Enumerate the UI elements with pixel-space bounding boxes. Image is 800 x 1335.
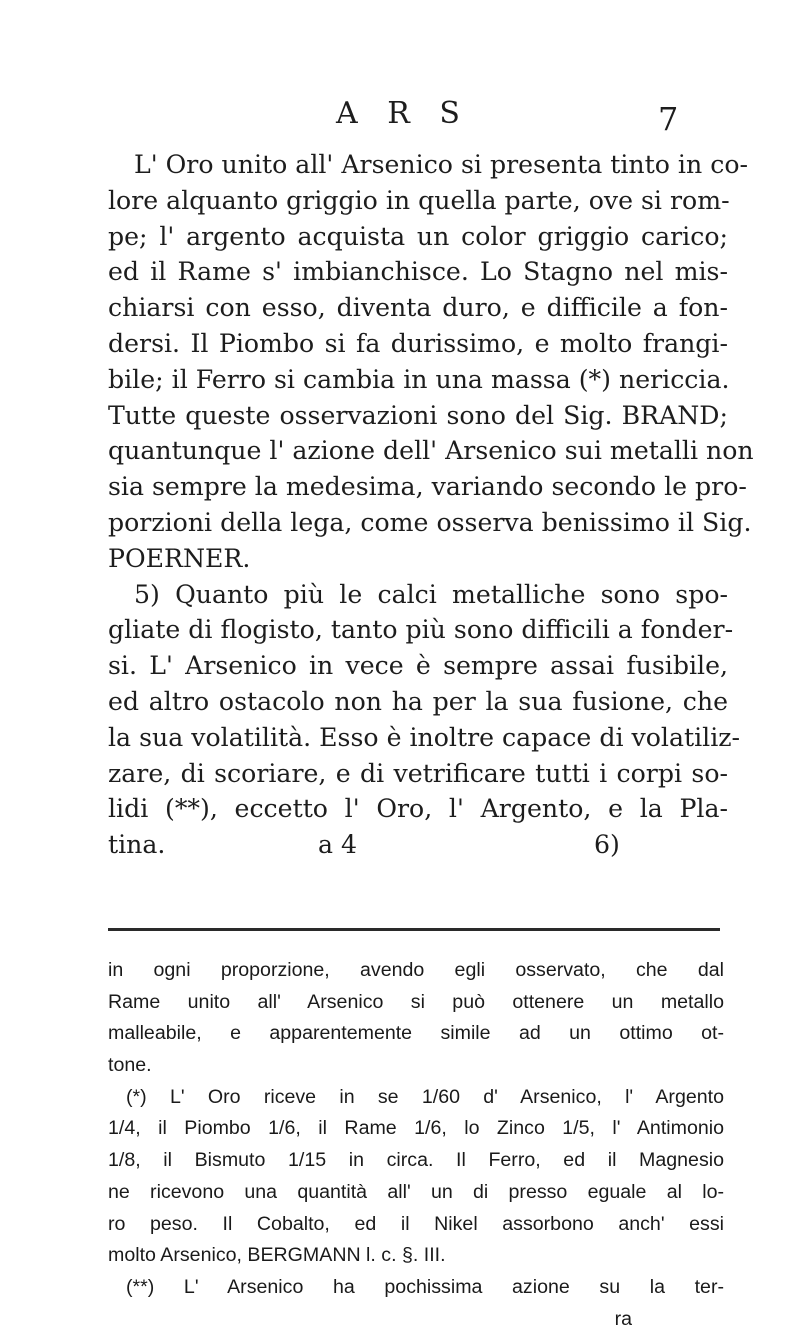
text-line: Tutte queste osservazioni sono del Sig. BRAND; xyxy=(108,400,728,430)
text-line: chiarsi con esso, diventa duro, e difficile a fon- xyxy=(108,293,728,323)
signature-mark: a 4 xyxy=(318,830,358,860)
text-line: quantunque l' azione dell' Arsenico sui metalli non xyxy=(108,436,754,466)
text-line: bile; il Ferro si cambia in una massa (*) nericcia. xyxy=(108,364,730,394)
text-line: ed altro ostacolo non ha per la sua fusione, che xyxy=(108,686,728,716)
text-line: gliate di flogisto, tanto più sono difficili a fonder- xyxy=(108,615,734,645)
footnote-line: (*) L' Oro riceve in se 1/60 d' Arsenico, l' Argento xyxy=(126,1085,724,1108)
text-line: zare, di scoriare, e di vetrificare tutti i corpi so- xyxy=(108,758,728,788)
footnote-rule xyxy=(108,928,720,931)
running-head xyxy=(0,96,800,136)
text-line: porzioni della lega, come osserva benissimo il Sig. xyxy=(108,507,752,537)
main-text xyxy=(108,147,754,863)
footnote-line: tone. xyxy=(108,1054,152,1077)
last-line-text: tina. xyxy=(108,830,166,860)
text-line: pe; l' argento acquista un color griggio carico; xyxy=(108,221,728,251)
footnote-line: 1/8, il Bismuto 1/15 in circa. Il Ferro, ed il Magnesio xyxy=(108,1149,724,1172)
header-title: A R S xyxy=(336,96,470,131)
text-line: L' Oro unito all' Arsenico si presenta tinto in co- xyxy=(134,150,748,179)
text-line: la sua volatilità. Esso è inoltre capace di volatiliz- xyxy=(108,722,741,752)
text-line: 5) Quanto più le calci metalliche sono spo- xyxy=(134,579,728,609)
footnote-line: 1/4, il Piombo 1/6, il Rame 1/6, lo Zinco 1/5, l' Antimonio xyxy=(108,1117,724,1140)
footnote-line: ne ricevono una quantità all' un di presso eguale al lo- xyxy=(108,1180,724,1203)
footnote-line: (**) L' Arsenico ha pochissima azione su la ter- xyxy=(126,1275,724,1298)
footnote-line: malleabile, e apparentemente simile ad un ottimo ot- xyxy=(108,1022,724,1045)
footnote-line: ro peso. Il Cobalto, ed il Nikel assorbono anch' essi xyxy=(108,1212,724,1235)
page-number: 7 xyxy=(658,100,679,138)
text-line: lore alquanto griggio in quella parte, ove si rom- xyxy=(108,185,730,215)
text-line: si. L' Arsenico in vece è sempre assai fusibile, xyxy=(108,651,728,681)
text-line: sia sempre la medesima, variando secondo le pro- xyxy=(108,472,747,502)
text-line: lidi (**), eccetto l' Oro, l' Argento, e la Pla- xyxy=(108,794,728,824)
text-line-last xyxy=(108,827,728,863)
footnotes xyxy=(108,955,724,1335)
footnote-line: in ogni proporzione, avendo egli osservato, che dal xyxy=(108,959,724,981)
text-line: ed il Rame s' imbianchisce. Lo Stagno nel mis- xyxy=(108,257,728,287)
footnote-line: Rame unito all' Arsenico si può ottenere un metallo xyxy=(108,990,724,1013)
footnote-catchword: ra xyxy=(614,1307,632,1330)
text-line: dersi. Il Piombo si fa durissimo, e molto frangi- xyxy=(108,328,728,358)
text-line: POERNER. xyxy=(108,543,251,573)
footnote-line: molto Arsenico, BERGMANN l. c. §. III. xyxy=(108,1244,446,1267)
catchword: 6) xyxy=(594,830,620,860)
